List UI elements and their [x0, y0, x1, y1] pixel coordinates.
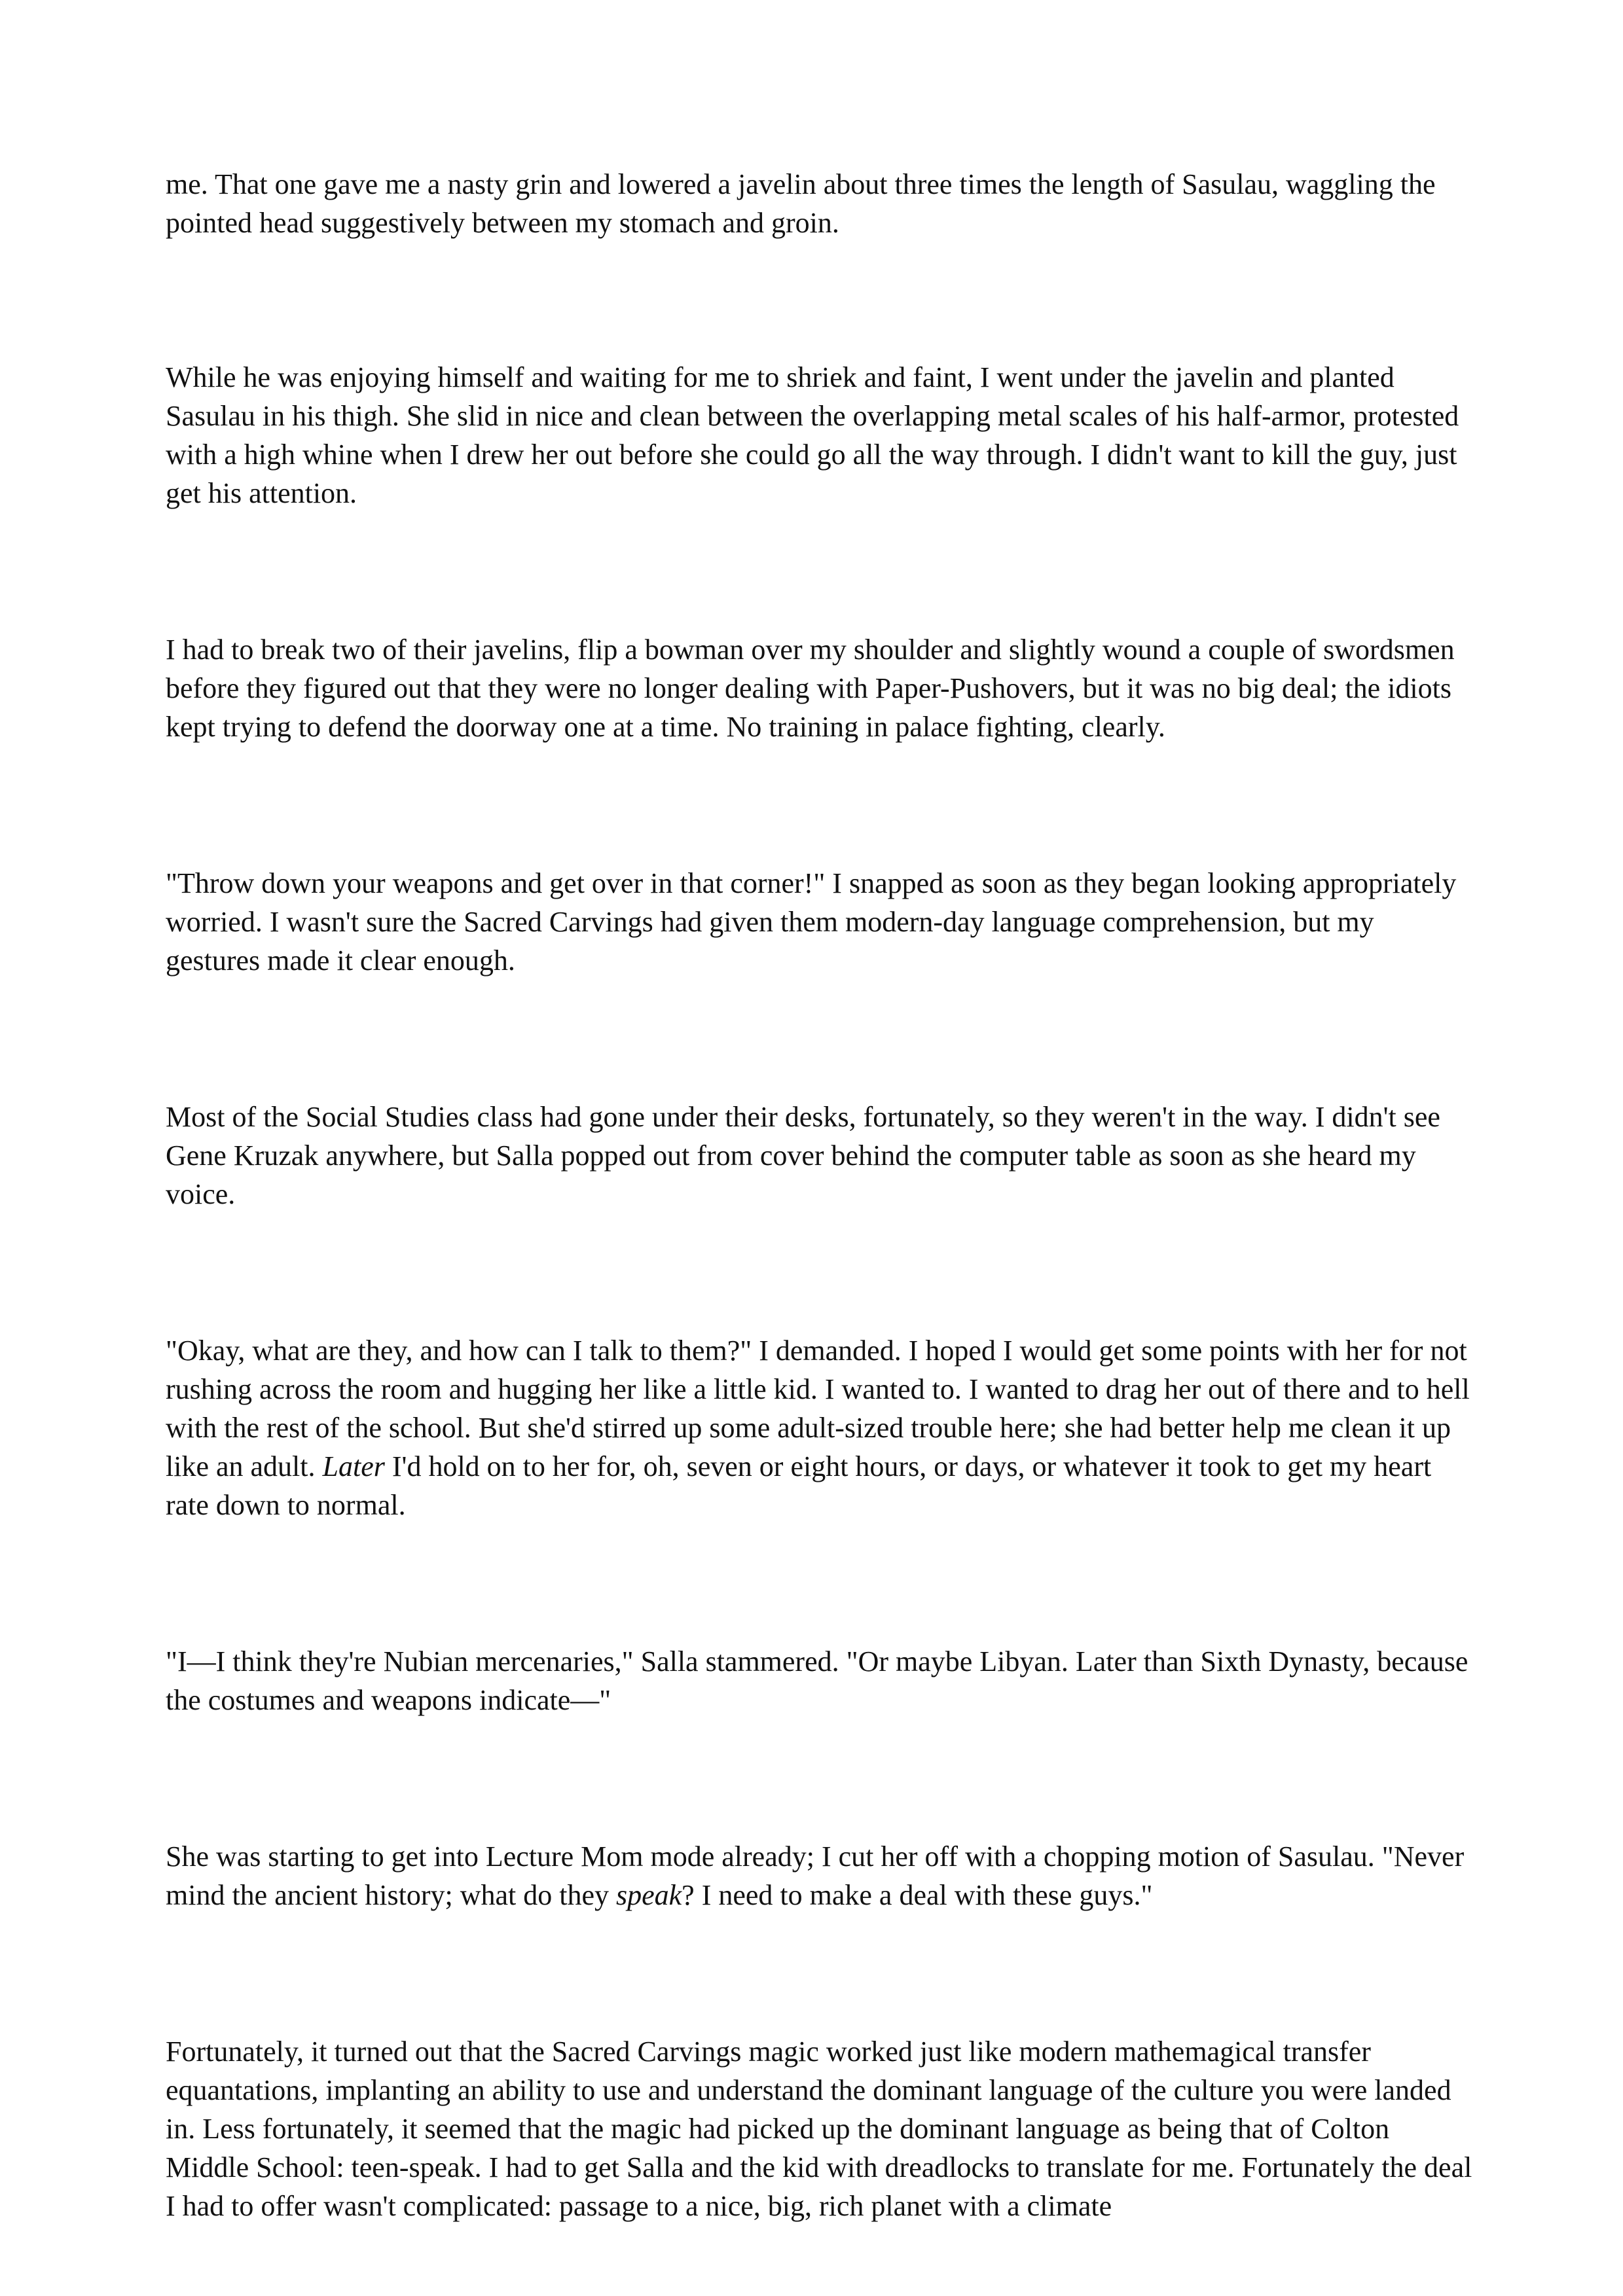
paragraph-spacer [166, 1213, 1475, 1331]
paragraph-8-text-after: ? I need to make a deal with these guys." [682, 1879, 1153, 1911]
paragraph-8-text-before: She was starting to get into Lecture Mom mode already; I cut her off with a chopping motion of Sasulau. "Never mind the ancient history; what do they [166, 1840, 1465, 1911]
paragraph-spacer [166, 1524, 1475, 1642]
paragraph-5: Most of the Social Studies class had gone under their desks, fortunately, so they weren't in the way. I didn't see Gene Kruzak anywhere, but Salla popped out from cover behind the computer table as soon as she heard my voice. [166, 1101, 1440, 1210]
paragraph-spacer [166, 1719, 1475, 1837]
paragraph-spacer [166, 1914, 1475, 2032]
paragraph-8-emphasis: speak [615, 1879, 682, 1911]
paragraph-1: me. That one gave me a nasty grin and lowered a javelin about three times the length of Sasulau, waggling the pointed head suggestively between my stomach and groin. [166, 168, 1436, 239]
paragraph-spacer [166, 512, 1475, 630]
paragraph-spacer [166, 980, 1475, 1098]
paragraph-spacer [166, 242, 1475, 358]
body-text [166, 165, 1475, 2225]
paragraph-8 [166, 1837, 1475, 1914]
paragraph-spacer [166, 746, 1475, 864]
paragraph-4: "Throw down your weapons and get over in that corner!" I snapped as soon as they began looking appropriately worried. I wasn't sure the Sacred Carvings had given them modern-day language comprehension, but my gestures made it clear enough. [166, 867, 1457, 977]
paragraph-6-text-before: "Okay, what are they, and how can I talk to them?" I demanded. I hoped I would get some points with her for not rushing across the room and hugging her like a little kid. I wanted to. I wanted to drag her out of there and to hell with the rest of the school. But she'd stirred up some adult-sized trouble here; she had better help me clean it up like an adult. [166, 1335, 1470, 1482]
paragraph-3: I had to break two of their javelins, flip a bowman over my shoulder and slightly wound a couple of swordsmen before they figured out that they were no longer dealing with Paper-Pushovers, but it was no big deal; the idiots kept trying to defend the doorway one at a time. No training in palace fighting, clearly. [166, 634, 1455, 743]
paragraph-2: While he was enjoying himself and waiting for me to shriek and faint, I went under the javelin and planted Sasulau in his thigh. She slid in nice and clean between the overlapping metal scales of his half-armor, protested with a high whine when I drew her out before she could go all the way through. I didn't want to kill the guy, just get his attention. [166, 361, 1459, 509]
paragraph-7: "I—I think they're Nubian mercenaries," Salla stammered. "Or maybe Libyan. Later than Sixth Dynasty, because the costumes and weapons indicate—" [166, 1645, 1468, 1716]
paragraph-6 [166, 1331, 1475, 1524]
paragraph-9: Fortunately, it turned out that the Sacred Carvings magic worked just like modern mathemagical transfer equantations, implanting an ability to use and understand the dominant language of the culture you were landed in. Less fortunately, it seemed that the magic had picked up the dominant language as being that of Colton Middle School: teen-speak. I had to get Salla and the kid with dreadlocks to translate for me. Fortunately the deal I had to offer wasn't complicated: passage to a nice, big, rich planet with a climate [166, 2036, 1472, 2222]
paragraph-6-text-after: I'd hold on to her for, oh, seven or eight hours, or days, or whatever it took to get my heart rate down to normal. [166, 1450, 1432, 1521]
paragraph-6-emphasis: Later [322, 1450, 385, 1482]
